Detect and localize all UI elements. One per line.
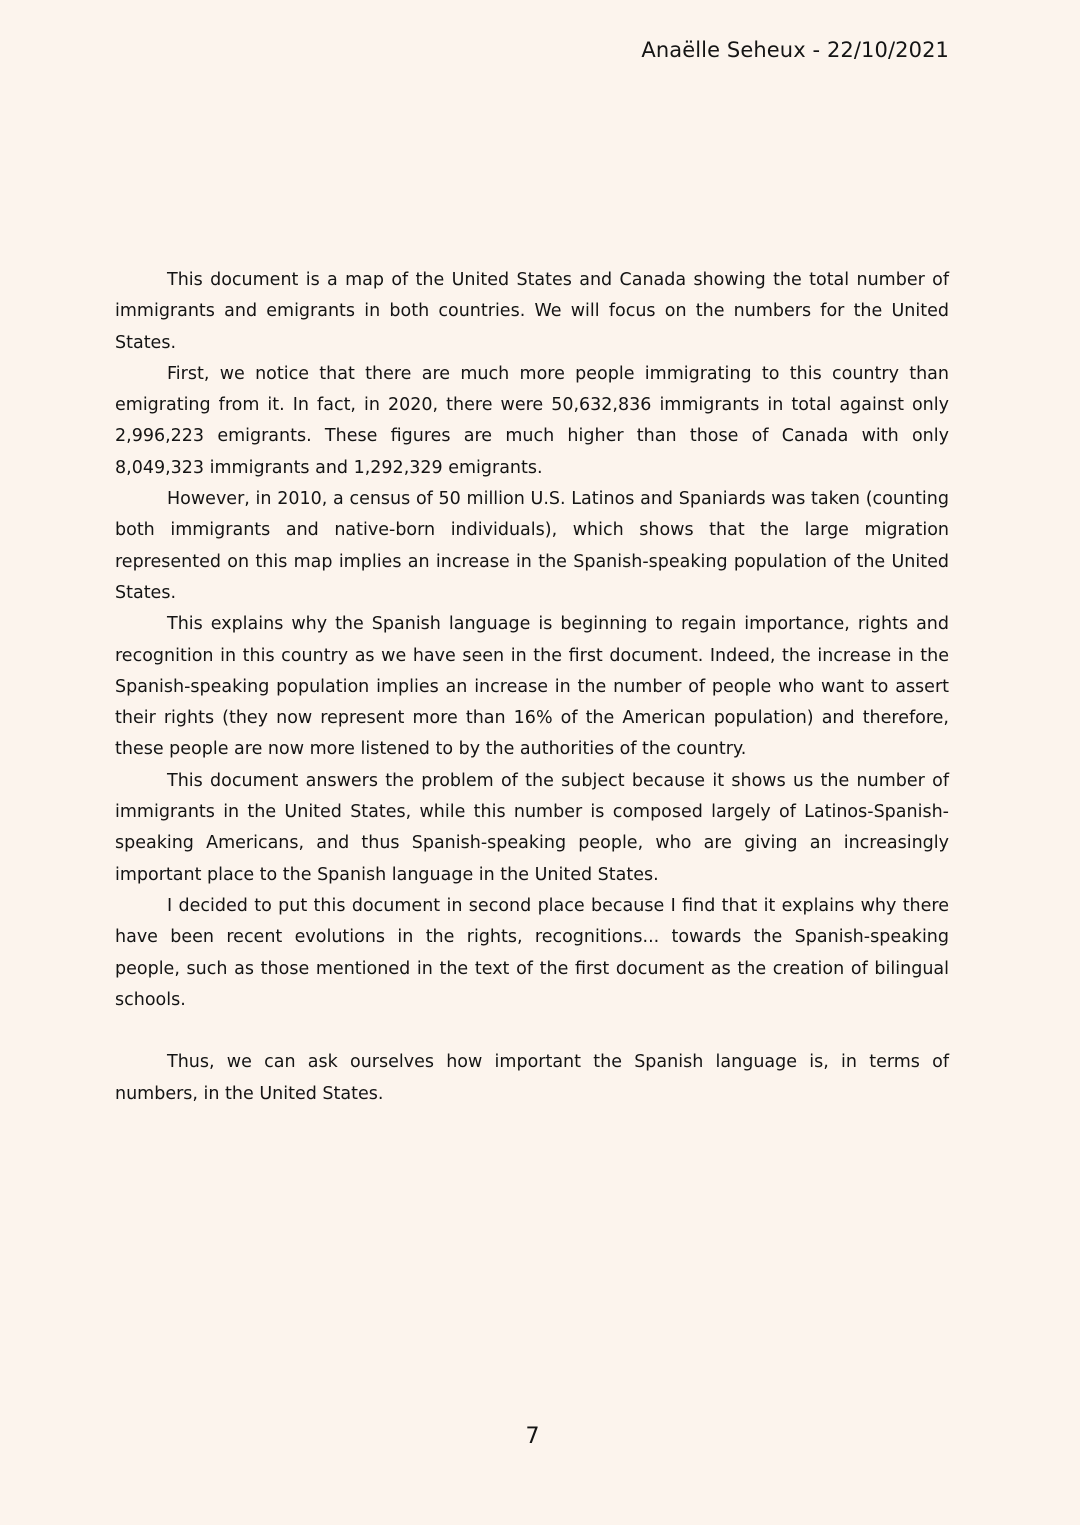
paragraph-language-importance: This explains why the Spanish language is beginning to regain importance, rights and recognition in this country as we have seen in the first document. Indeed, the increase in the Spanish-speaking population implies an increase in the number of people who want to assert their rights (they now represent more than 16% of the American population) and therefore, these people are now more listened to by the authorities of the country.: [115, 614, 949, 760]
paragraph-intro: This document is a map of the United States and Canada showing the total number of immigrants and emigrants in both countries. We will focus on the numbers for the United States.: [115, 270, 949, 353]
paragraph-conclusion-question: Thus, we can ask ourselves how important the Spanish language is, in terms of numbers, in the United States.: [115, 1052, 949, 1104]
paragraph-problem-answer: This document answers the problem of the subject because it shows us the number of immigrants in the United States, while this number is composed largely of Latinos-Spanish-speaking Americans, and thus Spanish-speaking people, who are giving an increasingly important place to the Spanish language in the United States.: [115, 770, 949, 885]
author-date-header: Anaëlle Seheux - 22/10/2021: [641, 38, 949, 62]
paragraph-immigration-figures: First, we notice that there are much more people immigrating to this country than emigrating from it. In fact, in 2020, there were 50,632,836 immigrants in total against only 2,996,223 emigrants. These figures are much higher than those of Canada with only 8,049,323 immigrants and 1,292,329 emigrants.: [115, 363, 949, 478]
document-body: [115, 265, 949, 1110]
page-number: 7: [525, 1424, 540, 1449]
paragraph-document-order: I decided to put this document in second place because I find that it explains why there have been recent evolutions in the rights, recognitions... towards the Spanish-speaking people, such as those mentioned in the text of the first document as the creation of bilingual schools.: [115, 895, 949, 1010]
paragraph-census: However, in 2010, a census of 50 million U.S. Latinos and Spaniards was taken (counting both immigrants and native-born individuals), which shows that the large migration represented on this map implies an increase in the Spanish-speaking population of the United States.: [115, 489, 949, 603]
